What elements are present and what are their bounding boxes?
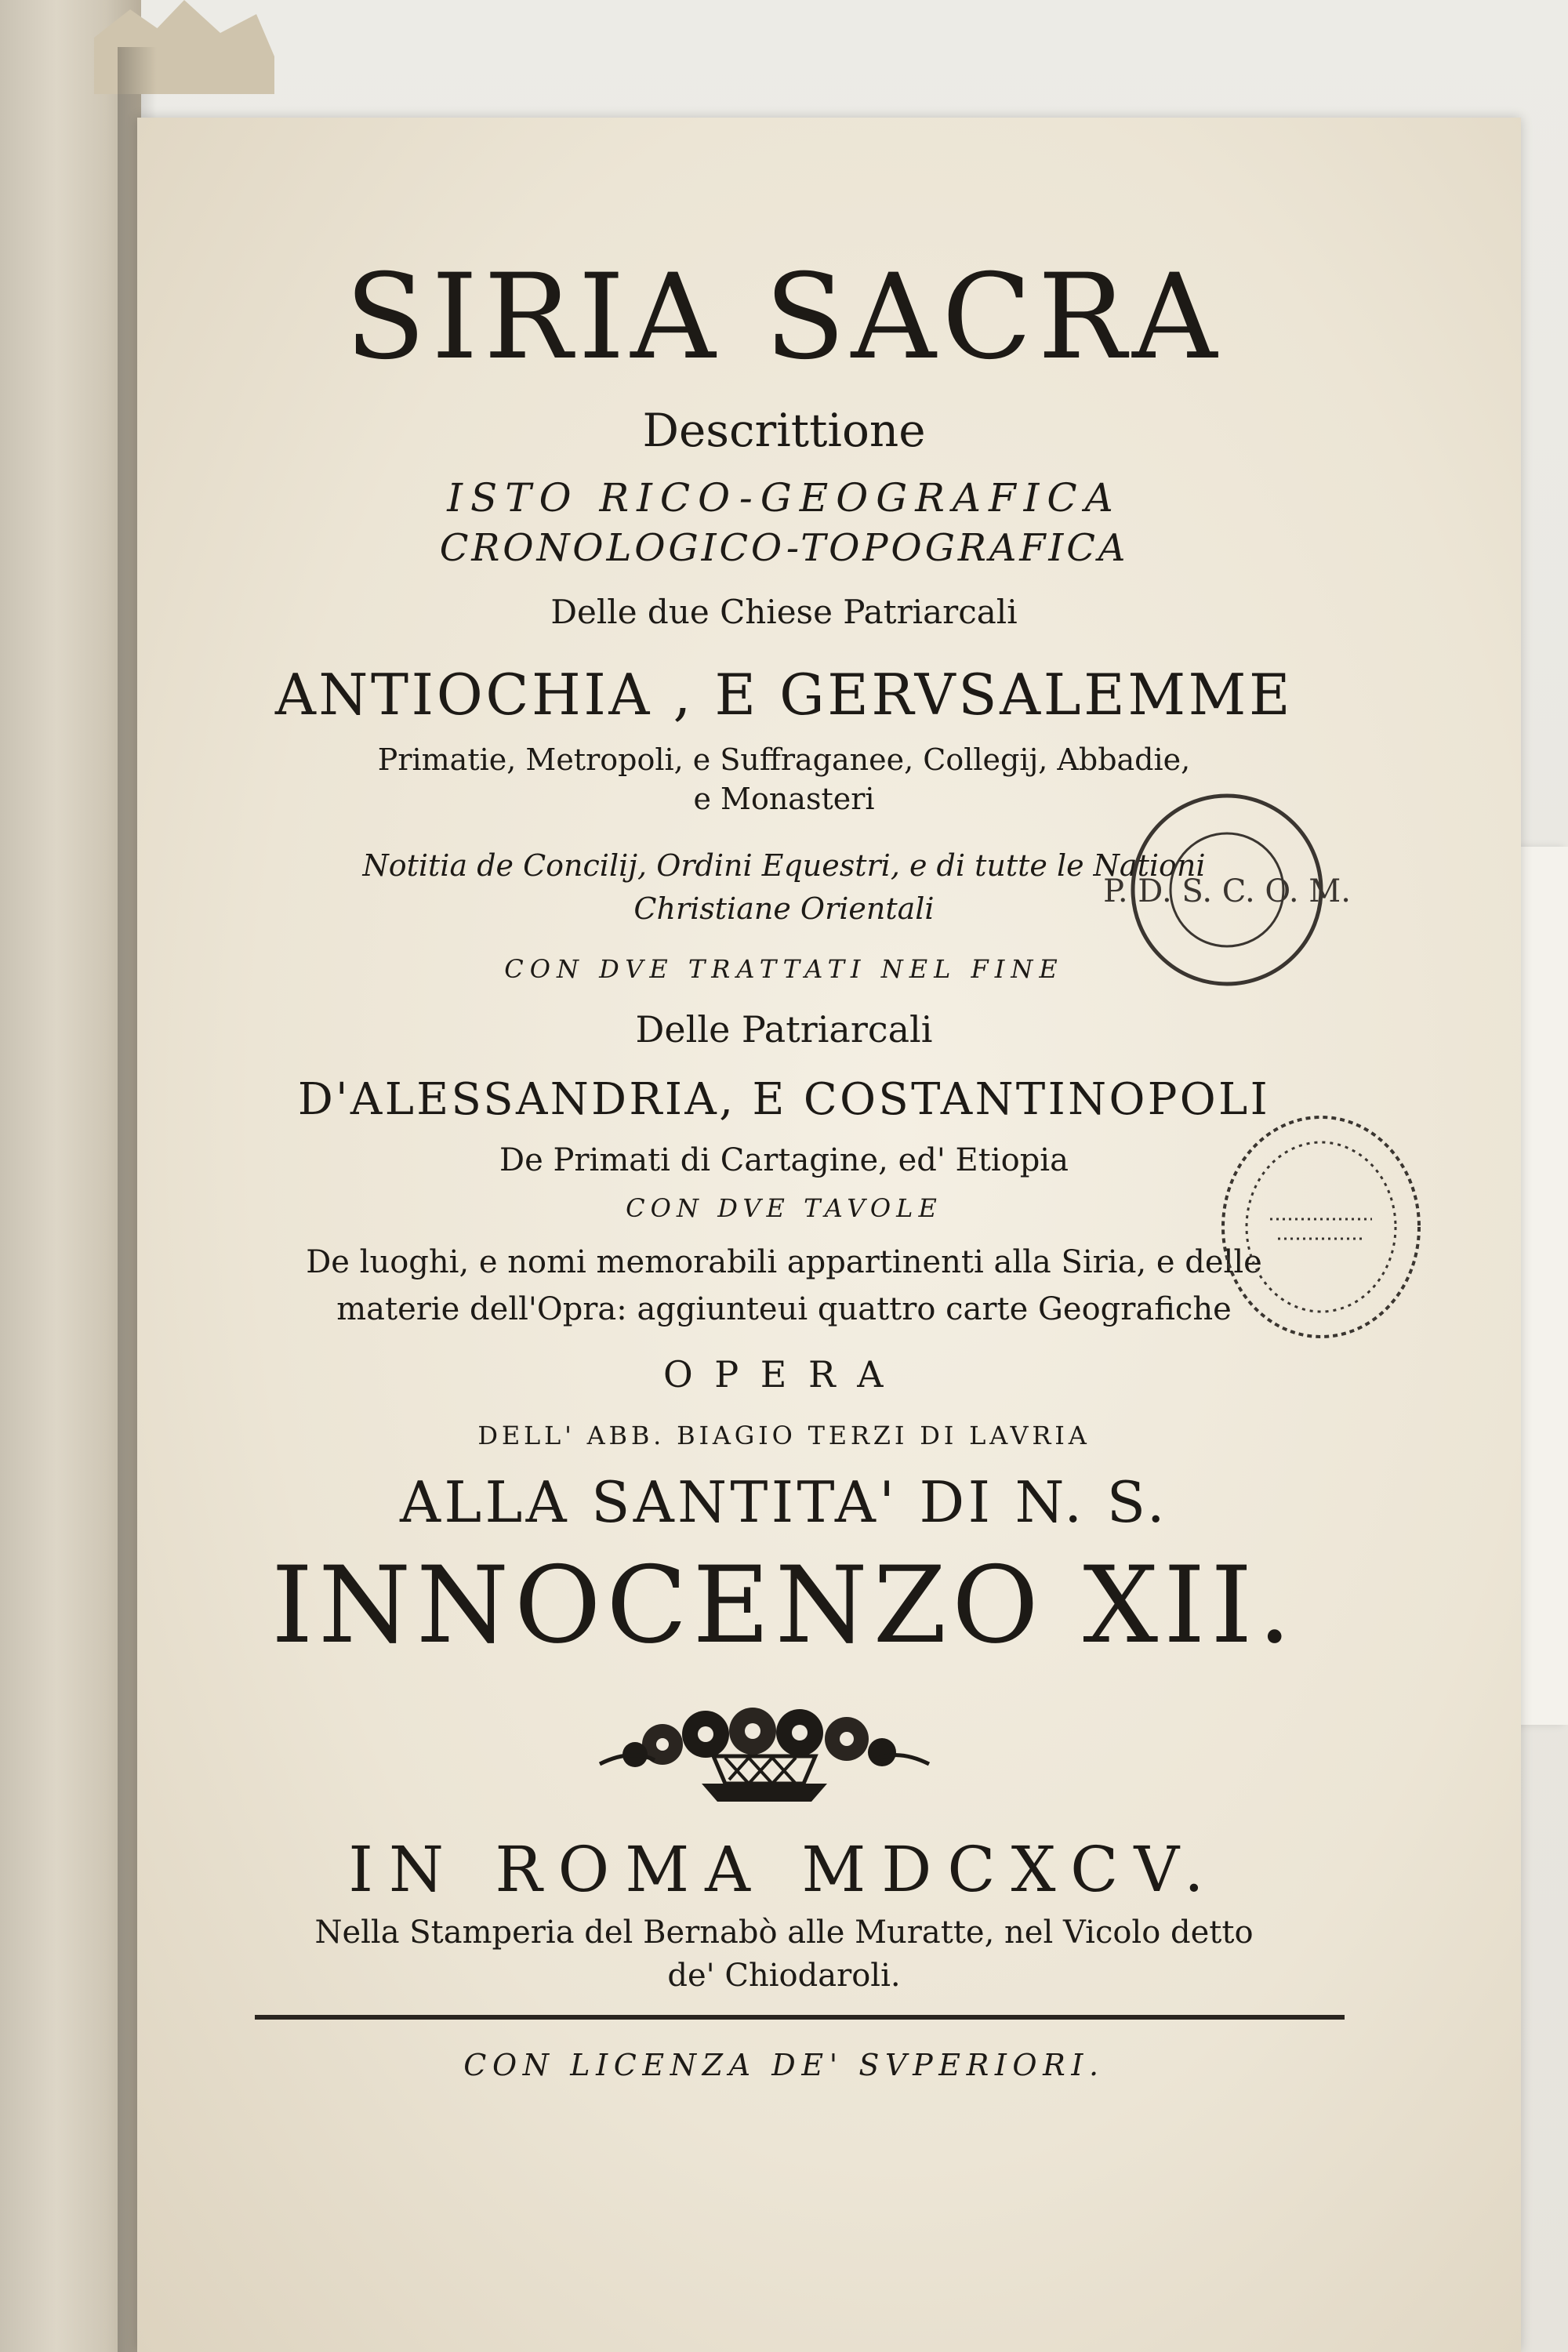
title-page (137, 118, 1521, 2352)
title-page-text (137, 118, 1521, 2352)
line-alessandria: D'ALESSANDRIA, E COSTANTINOPOLI (297, 1074, 1271, 1125)
line-primati: De Primati di Cartagine, ed' Etiopia (499, 1142, 1069, 1178)
book-title: SIRIA SACRA (345, 249, 1223, 386)
flower-basket-ornament-icon (568, 1709, 960, 1803)
line-delle-patriarcali: Delle Patriarcali (635, 1008, 933, 1051)
line-imprint-place-date: IN ROMA MDCXCV. (348, 1833, 1220, 1906)
line-antiochia: ANTIOCHIA , E GERVSALEMME (274, 662, 1294, 728)
background-paper (1513, 847, 1568, 1725)
line-notitia: Notitia de Concilij, Ordini Equestri, e di tutte le Nationi (362, 848, 1206, 883)
line-materie: materie dell'Opra: aggiunteui quattro carte Geografiche (336, 1291, 1232, 1327)
line-dedication: ALLA SANTITA' DI N. S. (400, 1469, 1168, 1535)
horizontal-rule (255, 2015, 1345, 2020)
line-primatie: Primatie, Metropoli, e Suffraganee, Collegij, Abbadie, (377, 742, 1191, 777)
line-stamperia: Nella Stamperia del Bernabò alle Muratte, nel Vicolo detto (314, 1915, 1254, 1951)
line-delle-due-chiese: Delle due Chiese Patriarcali (550, 593, 1018, 631)
subtitle-descrittione: Descrittione (642, 404, 926, 457)
stamp-inscription: P. D. S. C. O. M. (1103, 873, 1351, 909)
line-author: DELL' ABB. BIAGIO TERZI DI LAVRIA (477, 1421, 1091, 1450)
line-luoghi: De luoghi, e nomi memorabili appartinenti alla Siria, e delle (306, 1244, 1262, 1280)
line-christiane: Christiane Orientali (633, 891, 935, 926)
line-innocenzo: INNOCENZO XII. (271, 1544, 1297, 1667)
line-opera: OPERA (662, 1353, 906, 1396)
line-con-due-tavole: CON DVE TAVOLE (626, 1193, 942, 1223)
line-monasteri: e Monasteri (693, 782, 875, 816)
faded-oval-stamp (1215, 1109, 1427, 1345)
line-cronologico: CRONOLOGICO-TOPOGRAFICA (439, 526, 1129, 570)
line-con-due-trattati: CON DVE TRATTATI NEL FINE (504, 954, 1064, 984)
line-istorico: ISTO RICO-GEOGRAFICA (447, 475, 1121, 521)
line-chiodaroli: de' Chiodaroli. (667, 1958, 901, 1994)
library-stamp-round (1103, 788, 1351, 992)
line-licenza: CON LICENZA DE' SVPERIORI. (463, 2048, 1105, 2082)
